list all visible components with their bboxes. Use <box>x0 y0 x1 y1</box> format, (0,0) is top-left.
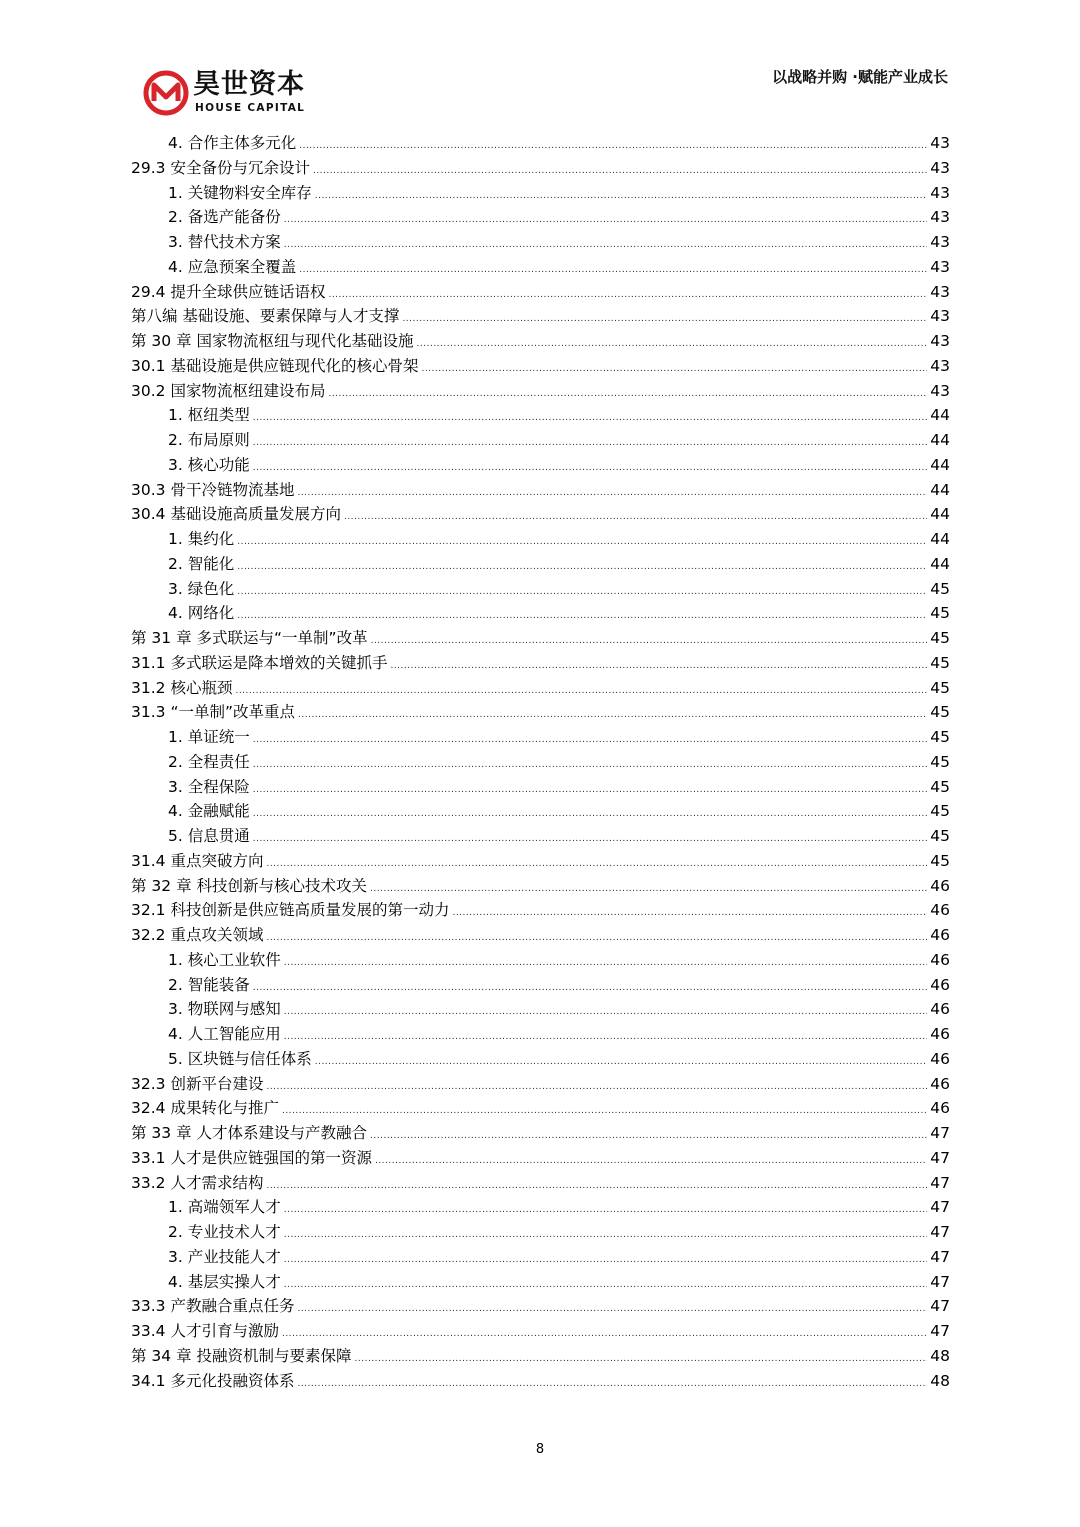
toc-dot-leader <box>370 1121 927 1149</box>
toc-dot-leader <box>253 403 928 431</box>
toc-entry-title: 5. 区块链与信任体系 <box>168 1049 312 1068</box>
toc-entry[interactable] <box>131 453 950 478</box>
toc-entry-page: 47 <box>930 1247 950 1266</box>
toc-entry[interactable] <box>131 255 950 280</box>
toc-entry-page: 44 <box>930 455 950 474</box>
toc-entry-page: 45 <box>930 703 950 722</box>
toc-dot-leader <box>253 775 928 803</box>
toc-entry-page: 45 <box>930 827 950 845</box>
toc-entry-page: 47 <box>930 1322 950 1340</box>
toc-entry[interactable] <box>131 428 950 453</box>
toc-entry-page: 43 <box>930 158 950 177</box>
toc-dot-leader <box>375 1146 927 1174</box>
toc-entry[interactable] <box>131 1096 950 1121</box>
toc-entry-page: 45 <box>930 752 950 771</box>
toc-entry[interactable] <box>131 626 950 651</box>
toc-entry[interactable] <box>131 874 950 899</box>
toc-dot-leader <box>237 577 927 605</box>
toc-dot-leader <box>266 1171 927 1199</box>
toc-entry-title: 4. 人工智能应用 <box>168 1025 281 1043</box>
toc-entry[interactable] <box>131 478 950 503</box>
toc-entry-page: 47 <box>930 1148 950 1167</box>
toc-dot-leader <box>284 997 928 1025</box>
toc-entry[interactable] <box>131 329 950 354</box>
toc-entry[interactable] <box>131 205 950 230</box>
toc-entry-title: 31.3 “一单制”改革重点 <box>131 703 295 722</box>
toc-dot-leader <box>253 973 928 1001</box>
toc-entry-page: 45 <box>930 777 950 796</box>
toc-dot-leader <box>421 354 927 382</box>
toc-entry-page: 48 <box>930 1346 950 1365</box>
toc-entry[interactable] <box>131 1047 950 1072</box>
toc-entry-page: 48 <box>930 1371 950 1390</box>
toc-entry-title: 3. 产业技能人才 <box>168 1247 281 1266</box>
toc-entry-page: 47 <box>930 1297 950 1316</box>
toc-entry-title: 4. 网络化 <box>168 604 235 623</box>
toc-dot-leader <box>253 750 928 778</box>
toc-entry-title: 34.1 多元化投融资体系 <box>131 1371 295 1390</box>
toc-entry[interactable] <box>131 1245 950 1270</box>
toc-entry[interactable] <box>131 403 950 428</box>
toc-dot-leader <box>284 205 928 233</box>
toc-entry-page: 44 <box>930 530 950 548</box>
toc-entry[interactable] <box>131 552 950 577</box>
toc-entry-title: 1. 枢纽类型 <box>168 406 250 425</box>
toc-entry[interactable] <box>131 1072 950 1097</box>
toc-entry-page: 43 <box>930 134 950 152</box>
toc-entry-page: 46 <box>930 926 950 944</box>
toc-entry-title: 2. 备选产能备份 <box>168 208 281 227</box>
toc-entry-title: 3. 绿色化 <box>168 579 235 598</box>
toc-dot-leader <box>266 849 927 877</box>
toc-entry-title: 第八编 基础设施、要素保障与人才支撑 <box>131 307 400 326</box>
toc-dot-leader <box>297 1369 927 1397</box>
toc-entry-page: 43 <box>930 307 950 326</box>
toc-entry-title: 4. 应急预案全覆盖 <box>168 257 297 276</box>
toc-entry-page: 43 <box>930 257 950 276</box>
toc-entry-title: 33.1 人才是供应链强国的第一资源 <box>131 1148 372 1167</box>
toc-entry-title: 30.4 基础设施高质量发展方向 <box>131 505 341 524</box>
toc-entry-title: 第 31 章 多式联运与“一单制”改革 <box>131 629 368 647</box>
toc-entry-page: 46 <box>930 1074 950 1093</box>
toc-dot-leader <box>284 1220 928 1248</box>
toc-entry[interactable] <box>131 849 950 874</box>
toc-entry-title: 32.1 科技创新是供应链高质量发展的第一动力 <box>131 901 450 920</box>
toc-entry-page: 44 <box>930 406 950 425</box>
toc-entry[interactable] <box>131 280 950 305</box>
toc-dot-leader <box>284 1270 928 1298</box>
toc-entry[interactable] <box>131 651 950 676</box>
toc-entry-page: 45 <box>930 604 950 623</box>
toc-entry[interactable] <box>131 775 950 800</box>
toc-entry[interactable] <box>131 1171 950 1196</box>
toc-dot-leader <box>284 1195 928 1223</box>
toc-entry-title: 2. 专业技术人才 <box>168 1223 281 1241</box>
toc-dot-leader <box>417 329 928 357</box>
toc-entry[interactable] <box>131 1121 950 1146</box>
toc-entry-title: 2. 智能装备 <box>168 975 250 994</box>
toc-dot-leader <box>284 1022 928 1050</box>
toc-entry-page: 45 <box>930 629 950 647</box>
toc-entry-title: 第 32 章 科技创新与核心技术攻关 <box>131 876 368 895</box>
toc-dot-leader <box>315 181 928 209</box>
toc-entry-page: 46 <box>930 1000 950 1019</box>
toc-dot-leader <box>253 725 928 753</box>
toc-dot-leader <box>299 255 927 283</box>
page-header <box>0 0 1080 130</box>
toc-entry-page: 43 <box>930 381 950 400</box>
toc-entry[interactable] <box>131 948 950 973</box>
toc-entry[interactable] <box>131 1270 950 1295</box>
toc-entry-page: 43 <box>930 356 950 375</box>
toc-dot-leader <box>284 230 928 258</box>
toc-dot-leader <box>266 923 927 951</box>
toc-entry[interactable] <box>131 1294 950 1319</box>
toc-dot-leader <box>298 700 927 728</box>
toc-entry-title: 33.3 产教融合重点任务 <box>131 1297 295 1316</box>
toc-dot-leader <box>371 626 928 654</box>
toc-dot-leader <box>235 676 927 704</box>
toc-dot-leader <box>282 1096 927 1124</box>
toc-entry[interactable] <box>131 799 950 824</box>
toc-entry-page: 45 <box>930 653 950 672</box>
toc-entry[interactable] <box>131 1319 950 1344</box>
toc-entry-page: 46 <box>930 1049 950 1068</box>
toc-dot-leader <box>402 304 927 332</box>
toc-entry-page: 47 <box>930 1124 950 1142</box>
toc-dot-leader <box>370 874 927 902</box>
toc-entry-page: 45 <box>930 678 950 697</box>
toc-entry-title: 1. 高端领军人才 <box>168 1198 281 1217</box>
toc-entry-page: 43 <box>930 332 950 350</box>
toc-entry-title: 4. 金融赋能 <box>168 802 250 821</box>
toc-entry-page: 47 <box>930 1173 950 1192</box>
toc-entry-page: 46 <box>930 1099 950 1118</box>
toc-entry[interactable] <box>131 304 950 329</box>
toc-entry-title: 2. 全程责任 <box>168 752 250 771</box>
toc-dot-leader <box>297 1294 927 1322</box>
toc-dot-leader <box>299 131 927 159</box>
toc-dot-leader <box>328 379 927 407</box>
toc-entry-page: 43 <box>930 233 950 251</box>
toc-entry[interactable] <box>131 1369 950 1394</box>
toc-entry[interactable] <box>131 923 950 948</box>
toc-entry[interactable] <box>131 1022 950 1047</box>
house-capital-logo-icon <box>143 70 189 116</box>
company-logo <box>143 70 313 120</box>
toc-entry-title: 第 30 章 国家物流枢纽与现代化基础设施 <box>131 332 414 350</box>
toc-entry-title: 第 34 章 投融资机制与要素保障 <box>131 1346 352 1365</box>
toc-entry-title: 3. 核心功能 <box>168 455 250 474</box>
toc-entry[interactable] <box>131 1195 950 1220</box>
toc-dot-leader <box>266 1072 927 1100</box>
toc-entry-page: 46 <box>930 1025 950 1043</box>
toc-entry-title: 32.4 成果转化与推广 <box>131 1099 279 1118</box>
toc-entry-page: 45 <box>930 728 950 746</box>
toc-entry[interactable] <box>131 502 950 527</box>
toc-entry-title: 4. 合作主体多元化 <box>168 134 297 152</box>
toc-entry[interactable] <box>131 700 950 725</box>
header-slogan: 以战略并购 ·赋能产业成长 <box>772 68 948 86</box>
toc-entry-title: 5. 信息贯通 <box>168 827 250 845</box>
toc-entry-title: 32.2 重点攻关领域 <box>131 926 264 944</box>
toc-dot-leader <box>297 478 927 506</box>
toc-entry-title: 3. 全程保险 <box>168 777 250 796</box>
toc-entry-page: 47 <box>930 1198 950 1217</box>
toc-entry-title: 1. 核心工业软件 <box>168 950 281 969</box>
toc-entry-title: 29.3 安全备份与冗余设计 <box>131 158 310 177</box>
toc-entry[interactable] <box>131 997 950 1022</box>
toc-dot-leader <box>313 156 927 184</box>
toc-entry-title: 32.3 创新平台建设 <box>131 1074 264 1093</box>
toc-entry[interactable] <box>131 725 950 750</box>
toc-entry-page: 46 <box>930 901 950 920</box>
toc-entry[interactable] <box>131 131 950 156</box>
toc-entry-title: 1. 关键物料安全库存 <box>168 183 312 202</box>
toc-entry[interactable] <box>131 973 950 998</box>
toc-entry-title: 30.3 骨干冷链物流基地 <box>131 480 295 499</box>
toc-entry-page: 46 <box>930 950 950 969</box>
toc-entry-page: 45 <box>930 851 950 870</box>
toc-entry-title: 29.4 提升全球供应链话语权 <box>131 282 326 301</box>
toc-entry-title: 33.4 人才引育与激励 <box>131 1322 279 1340</box>
toc-entry-page: 44 <box>930 431 950 449</box>
toc-dot-leader <box>315 1047 928 1075</box>
toc-dot-leader <box>344 502 927 530</box>
toc-entry[interactable] <box>131 181 950 206</box>
toc-entry-title: 33.2 人才需求结构 <box>131 1173 264 1192</box>
toc-entry-title: 31.2 核心瓶颈 <box>131 678 233 697</box>
toc-dot-leader <box>355 1344 928 1372</box>
toc-dot-leader <box>452 898 927 926</box>
toc-entry-title: 第 33 章 人才体系建设与产教融合 <box>131 1124 368 1142</box>
toc-dot-leader <box>390 651 927 679</box>
toc-entry-page: 46 <box>930 876 950 895</box>
toc-entry[interactable] <box>131 156 950 181</box>
toc-entry-title: 3. 替代技术方案 <box>168 233 281 251</box>
toc-entry[interactable] <box>131 577 950 602</box>
toc-entry-page: 43 <box>930 282 950 301</box>
toc-entry[interactable] <box>131 824 950 849</box>
toc-dot-leader <box>284 948 928 976</box>
toc-entry-page: 44 <box>930 554 950 573</box>
toc-entry-page: 45 <box>930 579 950 598</box>
toc-entry[interactable] <box>131 676 950 701</box>
toc-entry-title: 31.1 多式联运是降本增效的关键抓手 <box>131 653 388 672</box>
toc-entry-title: 1. 单证统一 <box>168 728 250 746</box>
toc-entry[interactable] <box>131 1146 950 1171</box>
toc-dot-leader <box>253 453 928 481</box>
toc-entry[interactable] <box>131 898 950 923</box>
toc-dot-leader <box>253 428 928 456</box>
toc-entry-page: 47 <box>930 1223 950 1241</box>
toc-entry[interactable] <box>131 379 950 404</box>
toc-entry[interactable] <box>131 750 950 775</box>
toc-dot-leader <box>282 1319 927 1347</box>
toc-dot-leader <box>328 280 927 308</box>
toc-entry-title: 30.1 基础设施是供应链现代化的核心骨架 <box>131 356 419 375</box>
logo-chinese-name: 昊世资本 <box>193 69 305 100</box>
toc-entry-title: 2. 布局原则 <box>168 431 250 449</box>
toc-entry-page: 44 <box>930 505 950 524</box>
toc-entry[interactable] <box>131 527 950 552</box>
toc-entry-page: 47 <box>930 1272 950 1291</box>
toc-dot-leader <box>237 552 927 580</box>
page-number: 8 <box>535 1442 545 1457</box>
toc-dot-leader <box>253 824 928 852</box>
toc-entry-title: 31.4 重点突破方向 <box>131 851 264 870</box>
toc-dot-leader <box>237 527 927 555</box>
toc-entry[interactable] <box>131 601 950 626</box>
logo-english-name: HOUSE CAPITAL <box>195 102 306 114</box>
toc-entry[interactable] <box>131 354 950 379</box>
toc-entry-title: 3. 物联网与感知 <box>168 1000 281 1019</box>
toc-entry-page: 45 <box>930 802 950 821</box>
toc-entry-title: 2. 智能化 <box>168 554 235 573</box>
toc-entry[interactable] <box>131 1344 950 1369</box>
toc-dot-leader <box>253 799 928 827</box>
toc-entry-page: 43 <box>930 183 950 202</box>
table-of-contents <box>131 131 950 1393</box>
toc-entry-page: 43 <box>930 208 950 227</box>
toc-entry-page: 46 <box>930 975 950 994</box>
toc-entry-title: 30.2 国家物流枢纽建设布局 <box>131 381 326 400</box>
toc-entry-title: 4. 基层实操人才 <box>168 1272 281 1291</box>
toc-dot-leader <box>237 601 927 629</box>
toc-dot-leader <box>284 1245 928 1273</box>
toc-entry[interactable] <box>131 1220 950 1245</box>
toc-entry-page: 44 <box>930 480 950 499</box>
toc-entry[interactable] <box>131 230 950 255</box>
toc-entry-title: 1. 集约化 <box>168 530 235 548</box>
